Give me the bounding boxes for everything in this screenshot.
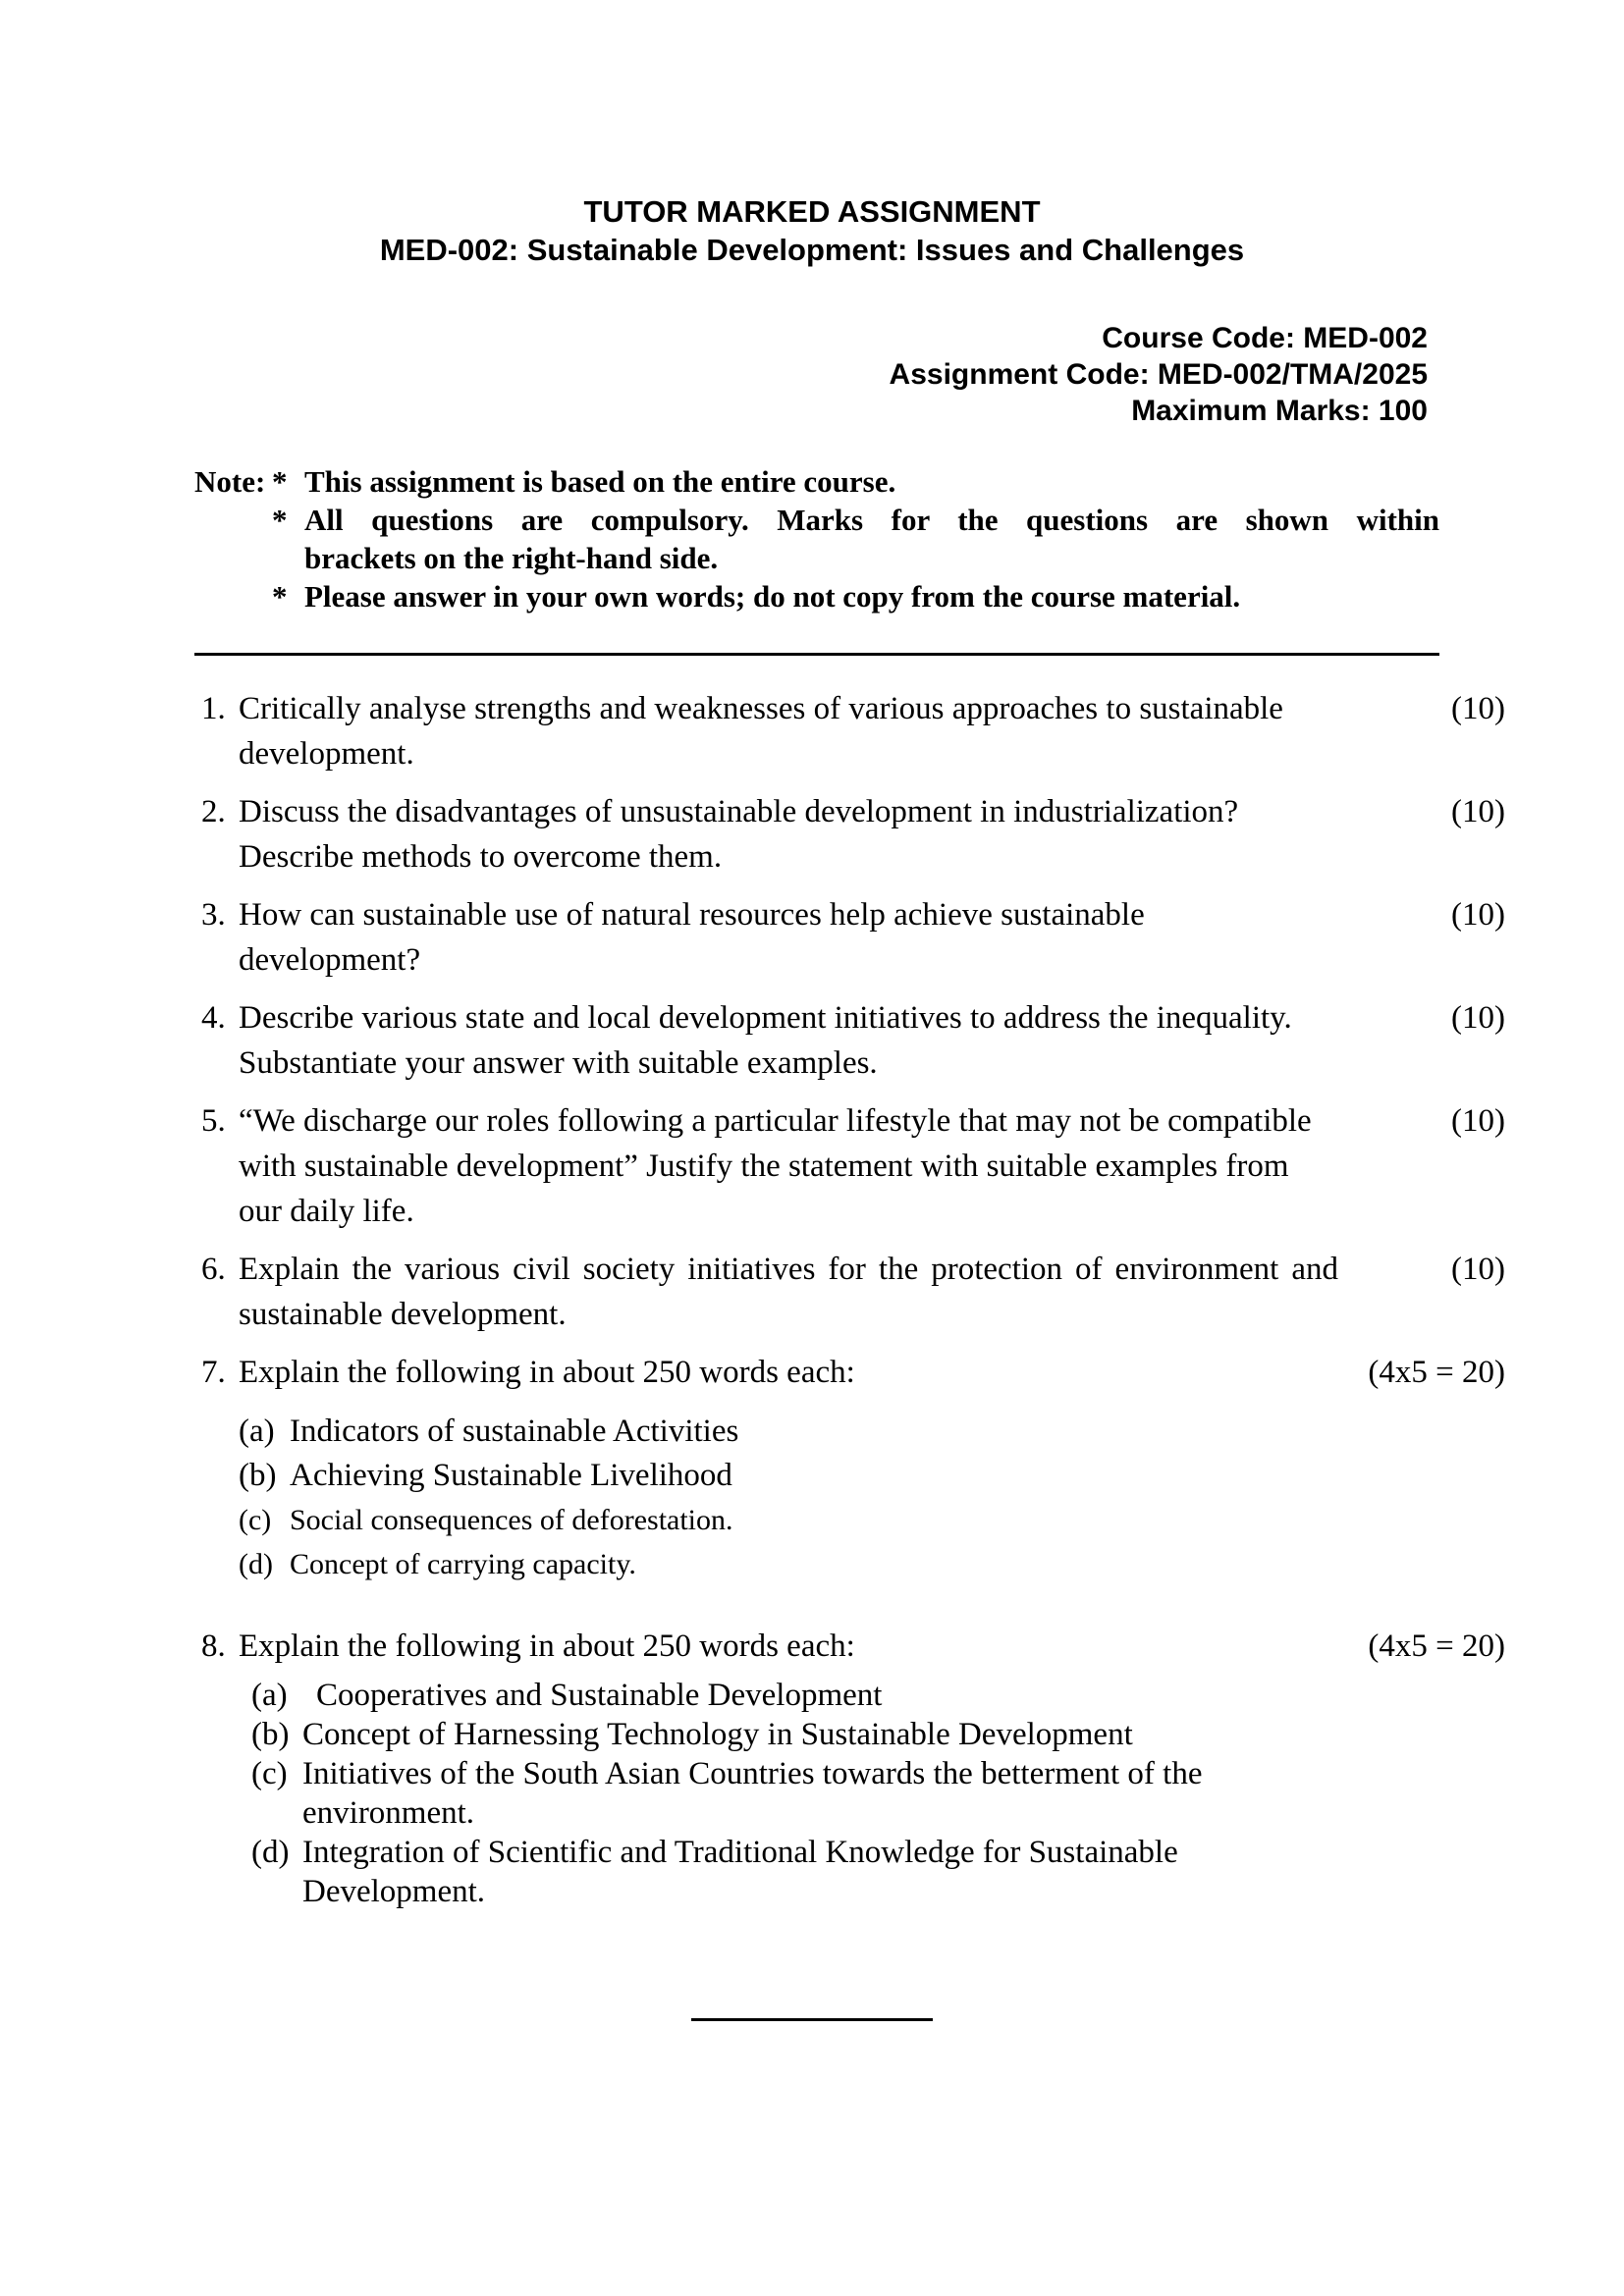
note-label [194, 577, 272, 615]
question-number: 6. [201, 1252, 226, 1287]
question-body [239, 1247, 1338, 1337]
sub-question-text [290, 1454, 1338, 1498]
text-line: Please answer in your own words; do not copy from the course material. [304, 579, 1241, 614]
end-of-document-rule [691, 2018, 933, 2021]
sub-question-label: (a) [239, 1414, 275, 1449]
sub-question-text [302, 1833, 1338, 1911]
sub-question [239, 1454, 1338, 1498]
question-marks: (4x5 = 20) [1368, 1355, 1505, 1390]
question-body [239, 1624, 1338, 1911]
text-line: Critically analyse strengths and weaknesses of various approaches to sustainable [239, 691, 1283, 726]
question-row [201, 1624, 1505, 1911]
codes-block [0, 320, 1624, 429]
question-marks: (10) [1451, 1103, 1505, 1139]
text-line: How can sustainable use of natural resources help achieve sustainable [239, 897, 1145, 933]
text-line: Describe various state and local development initiatives to address the inequality. [239, 1000, 1292, 1036]
sub-question-text [302, 1715, 1338, 1754]
sub-question [251, 1676, 1338, 1715]
text-line: Cooperatives and Sustainable Development [316, 1678, 883, 1713]
question-row [201, 1098, 1505, 1234]
sub-question-label: (b) [251, 1717, 290, 1752]
text-line: Achieving Sustainable Livelihood [290, 1458, 732, 1493]
text-line: with sustainable development” Justify the statement with suitable examples from [239, 1148, 1289, 1184]
text-line: our daily life. [239, 1194, 414, 1229]
sub-question [239, 1410, 1338, 1454]
note-text [304, 462, 1439, 501]
text-line: Indicators of sustainable Activities [290, 1414, 739, 1449]
question-marks: (10) [1451, 691, 1505, 726]
text-line: Concept of Harnessing Technology in Sustainable Development [302, 1717, 1133, 1752]
note-row [194, 462, 1439, 501]
text-line: environment. [302, 1795, 475, 1831]
sub-question [251, 1833, 1338, 1911]
note-row [194, 577, 1439, 615]
question-marks: (10) [1451, 1252, 1505, 1287]
text-line: Explain the various civil society initiatives for the protection of environment and [239, 1252, 1338, 1287]
assignment-code: Assignment Code: MED-002/TMA/2025 [889, 358, 1428, 391]
sub-question-label: (d) [251, 1835, 290, 1870]
asterisk-bullet: * [272, 464, 288, 499]
sub-question-text [302, 1676, 1338, 1715]
text-line: brackets on the right-hand side. [304, 541, 719, 575]
sub-question [251, 1754, 1338, 1833]
note-text [304, 501, 1439, 577]
question-number: 8. [201, 1629, 226, 1664]
sub-question-label: (b) [239, 1458, 277, 1493]
question-marks: (10) [1451, 1000, 1505, 1036]
question-row [201, 686, 1505, 776]
text-line: Social consequences of deforestation. [290, 1504, 733, 1536]
note-text [304, 577, 1439, 615]
question-number: 7. [201, 1355, 226, 1390]
section-divider [194, 653, 1439, 656]
sub-question-label: (a) [251, 1678, 288, 1713]
text-line: Substantiate your answer with suitable examples. [239, 1045, 878, 1081]
text-line: sustainable development. [239, 1297, 567, 1332]
question-body [239, 1350, 1338, 1586]
text-line: Integration of Scientific and Traditional Knowledge for Sustainable [302, 1835, 1178, 1870]
text-line: “We discharge our roles following a particular lifestyle that may not be compatible [239, 1103, 1312, 1139]
note-section [194, 462, 1439, 615]
text-line: Explain the following in about 250 words each: [239, 1355, 855, 1390]
question-row [201, 995, 1505, 1086]
question-body [239, 1098, 1338, 1234]
text-line: Development. [302, 1874, 486, 1909]
maximum-marks: Maximum Marks: 100 [1131, 395, 1428, 427]
question-row [201, 789, 1505, 880]
course-code: Course Code: MED-002 [1102, 322, 1428, 354]
question-marks: (10) [1451, 897, 1505, 933]
sub-question [251, 1715, 1338, 1754]
text-line: development? [239, 942, 421, 978]
sub-question-list [239, 1410, 1338, 1586]
text-line: development. [239, 736, 414, 772]
question-number: 5. [201, 1103, 226, 1139]
text-line: Concept of carrying capacity. [290, 1548, 636, 1580]
sub-question [239, 1542, 1338, 1586]
sub-question [239, 1498, 1338, 1542]
sub-question-text [290, 1410, 1338, 1454]
sub-question-text [302, 1754, 1338, 1833]
question-marks: (4x5 = 20) [1368, 1629, 1505, 1664]
question-row [201, 1247, 1505, 1337]
question-body [239, 995, 1338, 1086]
asterisk-bullet: * [272, 579, 288, 614]
question-body [239, 892, 1338, 983]
text-line: Discuss the disadvantages of unsustainable development in industrialization? [239, 794, 1239, 829]
note-label [194, 501, 272, 577]
text-line: This assignment is based on the entire course. [304, 464, 896, 499]
sub-question-label: (c) [251, 1756, 288, 1791]
sub-question-label: (c) [239, 1504, 272, 1536]
text-line: All questions are compulsory. Marks for the questions are shown within [304, 503, 1439, 537]
text-line: Describe methods to overcome them. [239, 839, 723, 875]
question-body [239, 686, 1338, 776]
question-number: 2. [201, 794, 226, 829]
document-header [0, 0, 1624, 269]
question-number: 3. [201, 897, 226, 933]
asterisk-bullet: * [272, 503, 288, 537]
question-number: 1. [201, 691, 226, 726]
sub-question-list [251, 1676, 1338, 1911]
question-row [201, 892, 1505, 983]
sub-question-text [290, 1542, 1338, 1586]
question-body [239, 789, 1338, 880]
question-number: 4. [201, 1000, 226, 1036]
text-line: Explain the following in about 250 words each: [239, 1629, 855, 1664]
note-row [194, 501, 1439, 577]
note-label: Note: [194, 464, 266, 499]
page-title: TUTOR MARKED ASSIGNMENT [583, 194, 1041, 229]
question-row [201, 1350, 1505, 1586]
sub-question-text [290, 1498, 1338, 1542]
question-marks: (10) [1451, 794, 1505, 829]
sub-question-label: (d) [239, 1548, 273, 1580]
page-subtitle: MED-002: Sustainable Development: Issues and Challenges [379, 233, 1245, 267]
questions-list [201, 686, 1505, 1911]
text-line: Initiatives of the South Asian Countries towards the betterment of the [302, 1756, 1203, 1791]
